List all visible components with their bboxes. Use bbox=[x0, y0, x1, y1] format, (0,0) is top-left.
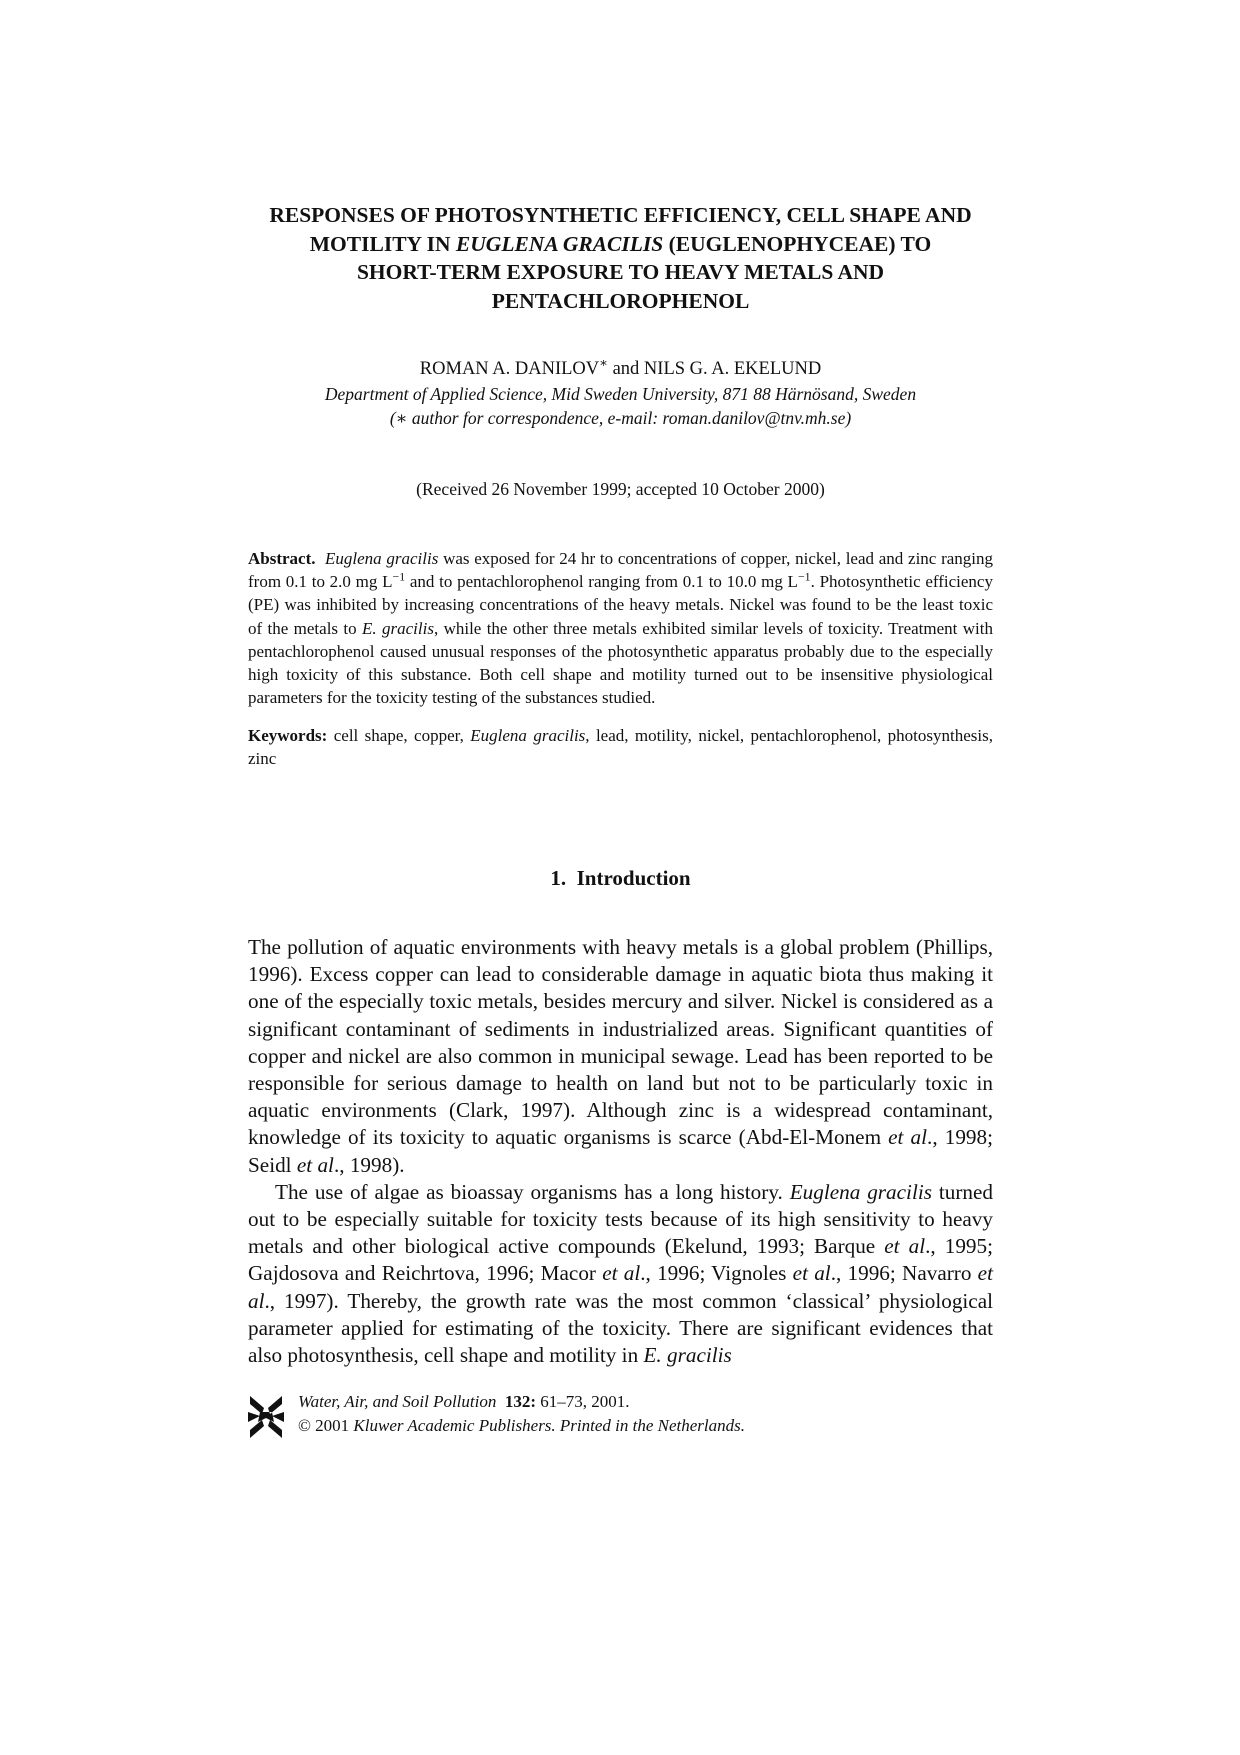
abstract-text: was exposed for 24 hr to concentrations of copper, nickel, lead and zinc ranging from 0.1 to 2.0 mg L bbox=[248, 549, 994, 592]
et-al: et al bbox=[248, 1261, 993, 1313]
section-title: Introduction bbox=[576, 866, 691, 890]
species-name: E. gracilis bbox=[362, 618, 434, 638]
text-run: ., 1997). Thereby, the growth rate was the most common ‘classical’ physiological parameter applied for estimating of the toxicity. There are significant evidences that also photosynthesis, cell shape and motility in bbox=[248, 1288, 993, 1368]
section-number: 1. bbox=[550, 866, 567, 890]
journal-volume: 132: bbox=[504, 1392, 537, 1411]
body-text bbox=[248, 934, 993, 1369]
journal-pages: 61–73, 2001. bbox=[540, 1392, 630, 1411]
text-run: The use of algae as bioassay organisms has a long history. bbox=[275, 1179, 790, 1204]
title-species: EUGLENA GRACILIS bbox=[455, 231, 664, 256]
publisher-name: Kluwer Academic Publishers. Printed in the Netherlands. bbox=[353, 1416, 746, 1435]
species-name: Euglena gracilis bbox=[325, 549, 439, 568]
exponent: −1 bbox=[392, 569, 406, 584]
species-name: E. gracilis bbox=[643, 1343, 732, 1368]
abstract bbox=[248, 547, 993, 709]
copyright-line bbox=[298, 1414, 745, 1438]
author-name: ROMAN A. DANILOV bbox=[419, 359, 600, 379]
paper-title bbox=[248, 201, 993, 315]
author-line bbox=[248, 354, 993, 381]
title-line: PENTACHLOROPHENOL bbox=[491, 288, 750, 313]
keywords bbox=[248, 724, 993, 770]
paragraph bbox=[248, 934, 993, 1179]
text-run: The pollution of aquatic environments with heavy metals is a global problem (Phillips, 1996). Excess copper can lead to considerable damage in aquatic biota thus making it one of the especially toxic metals, besides mercury and silver. Nickel is considered as a significant contaminant of sediments in industrialized areas. Significant quantities of copper and nickel are also common in municipal sewage. Lead has been reported to be responsible for serious damage to health on land but not to be particularly toxic in aquatic environments (Clark, 1997). Although zinc is a widespread contaminant, knowledge of its toxicity to aquatic organisms is scarce (Abd-El-Monem bbox=[248, 935, 993, 1150]
text-run: turned out to be especially suitable for toxicity tests because of its high sensitivity to heavy metals and other biological active compounds (Ekelund, 1993; Barque bbox=[248, 1179, 993, 1259]
et-al: et al bbox=[602, 1261, 641, 1286]
title-line: SHORT-TERM EXPOSURE TO HEAVY METALS AND bbox=[356, 260, 885, 284]
et-al: et al bbox=[296, 1152, 334, 1177]
title-line: RESPONSES OF PHOTOSYNTHETIC EFFICIENCY, CELL SHAPE AND bbox=[269, 203, 972, 227]
abstract-label: Abstract. bbox=[248, 549, 316, 568]
et-al: et al bbox=[884, 1234, 926, 1259]
keywords-text: , lead, motility, nickel, pentachlorophenol, photosynthesis, zinc bbox=[248, 726, 993, 769]
text-run: ., 1998). bbox=[333, 1152, 405, 1177]
author-conjunction: and bbox=[607, 359, 644, 379]
affiliation bbox=[248, 382, 993, 430]
journal-footer bbox=[248, 1390, 993, 1450]
text-run: ., 1996; Vignoles bbox=[640, 1261, 793, 1286]
author-name: NILS G. A. EKELUND bbox=[643, 359, 822, 379]
footer-text bbox=[298, 1390, 745, 1438]
text-run: ., 1996; Navarro bbox=[830, 1261, 978, 1286]
received-dates: (Received 26 November 1999; accepted 10 October 2000) bbox=[416, 479, 825, 499]
keywords-label: Keywords: bbox=[248, 726, 328, 745]
keywords-text: cell shape, copper, bbox=[327, 726, 471, 745]
text-run: ., 1995; Gajdosova and Reichrtova, 1996; Macor bbox=[248, 1234, 993, 1286]
title-text: (EUGLENOPHYCEAE) TO bbox=[663, 231, 932, 256]
paragraph bbox=[248, 1179, 993, 1369]
correspondence-line: (∗ author for correspondence, e-mail: roman.danilov@tnv.mh.se) bbox=[389, 408, 852, 428]
journal-name: Water, Air, and Soil Pollution bbox=[298, 1392, 497, 1411]
et-al: et al bbox=[792, 1261, 831, 1286]
abstract-text: , while the other three metals exhibited similar levels of toxicity. Treatment with pentachlorophenol caused unusual responses of the photosynthetic apparatus probably due to the especially high toxicity of this substance. Both cell shape and motility turned out to be insensitive physiological parameters for the toxicity testing of the substances studied. bbox=[248, 618, 993, 708]
citation-line bbox=[298, 1390, 745, 1414]
abstract-text: and to pentachlorophenol ranging from 0.1 to 10.0 mg L bbox=[405, 572, 798, 592]
species-name: Euglena gracilis bbox=[789, 1179, 932, 1204]
text-run: ., 1998; Seidl bbox=[248, 1125, 993, 1177]
exponent: −1 bbox=[797, 569, 811, 584]
section-heading bbox=[248, 866, 993, 891]
correspondence-mark: ∗ bbox=[599, 354, 608, 370]
copyright-text: © 2001 bbox=[298, 1416, 354, 1435]
title-line bbox=[248, 230, 993, 259]
affiliation-line: Department of Applied Science, Mid Sweden University, 871 88 Härnösand, Sweden bbox=[324, 384, 917, 404]
abstract-text: . Photosynthetic efficiency (PE) was inhibited by increasing concentrations of the heavy metals. Nickel was found to be the least toxic of the metals to bbox=[248, 572, 993, 638]
species-name: Euglena gracilis bbox=[470, 726, 586, 745]
et-al: et al bbox=[888, 1125, 928, 1150]
publisher-logo-icon bbox=[248, 1394, 284, 1440]
title-text: MOTILITY IN bbox=[309, 231, 456, 256]
